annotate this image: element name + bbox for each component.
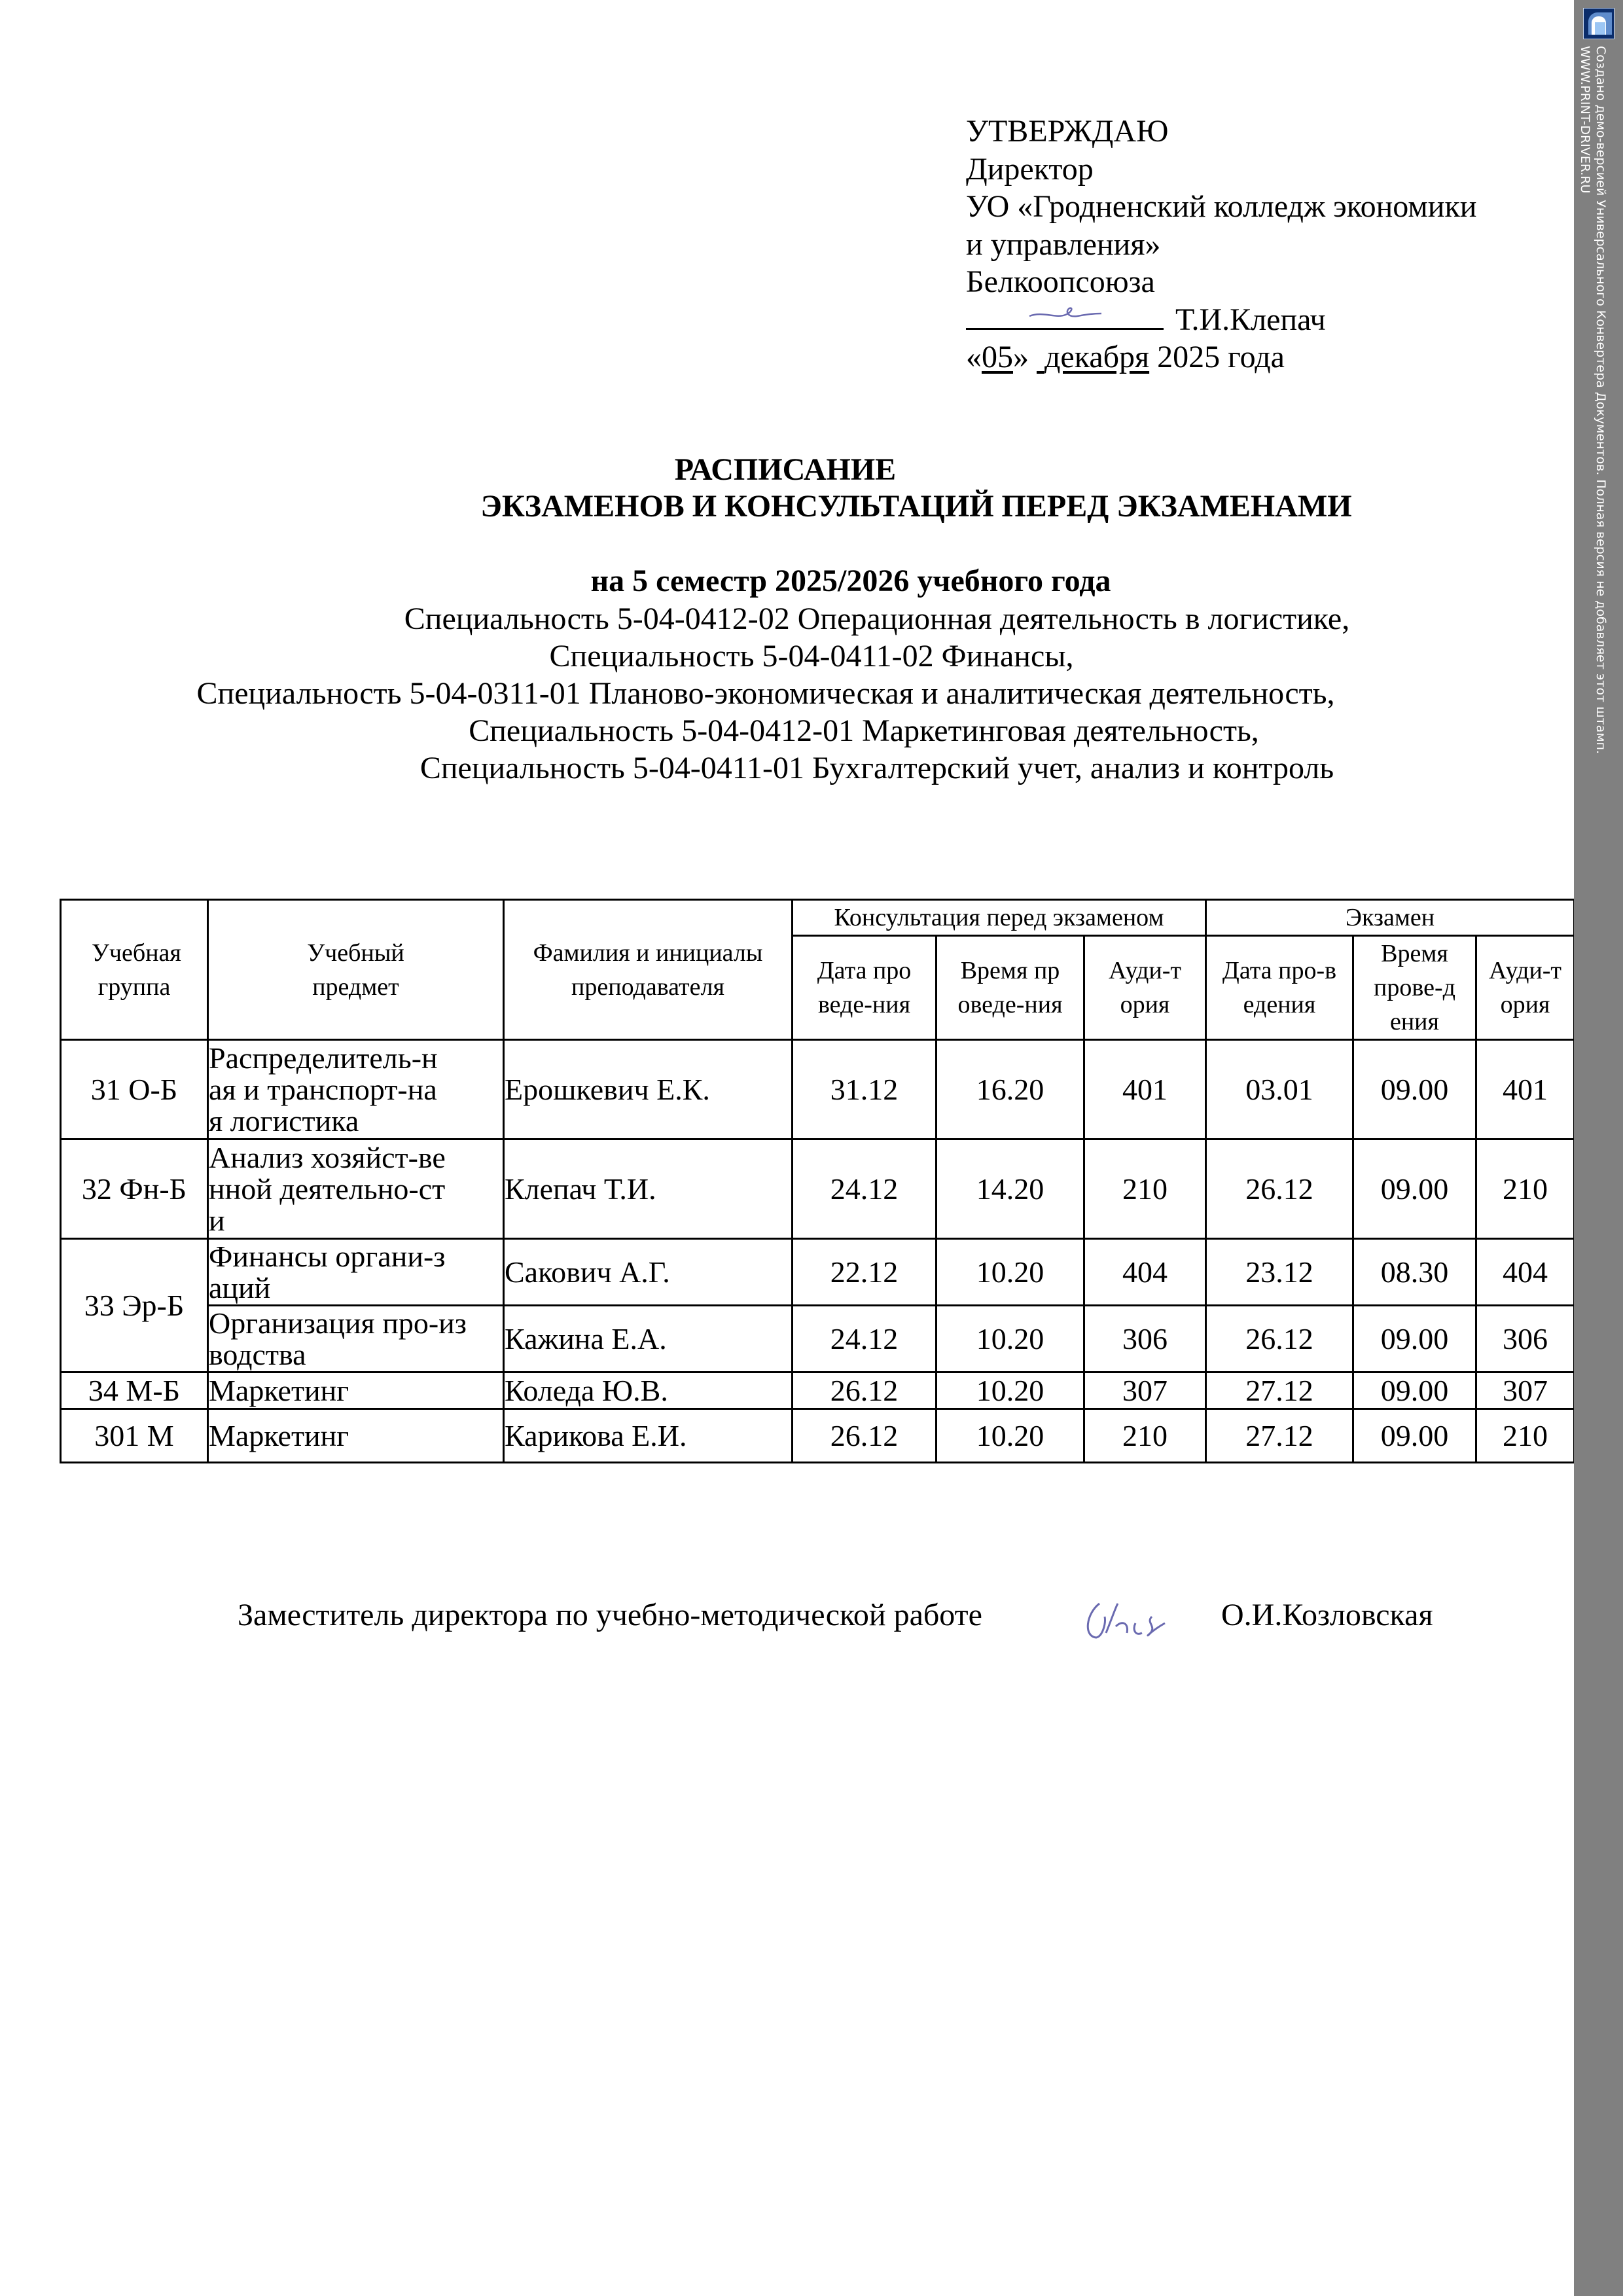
header-exam-time-text: Время прове-дения [1374,940,1455,1035]
cell-teacher: Коледа Ю.В. [504,1372,793,1409]
cell-subject: Маркетинг [208,1372,504,1409]
header-teacher-text: Фамилия и инициалы преподавателя [533,939,763,1001]
cell-subject [208,1306,504,1372]
cell-teacher: Ерошкевич Е.К. [504,1040,793,1139]
approval-org-line1: УО «Гродненский колледж экономики [966,189,1477,224]
cell-cons-time: 14.20 [936,1139,1084,1239]
cell-cons-room: 210 [1084,1139,1206,1239]
table-row [61,1239,1575,1306]
date-quote-open: « [966,340,982,374]
header-exam-room-text: Ауди-тория [1488,957,1562,1018]
cell-cons-date: 26.12 [793,1409,936,1463]
header-consultation: Консультация перед экзаменом [793,900,1206,936]
cell-exam-time: 09.00 [1353,1040,1476,1139]
subject-text: Анализ хозяйст-венной деятельно-сти [209,1140,446,1237]
schedule-table [60,899,1575,1463]
cell-exam-room: 210 [1476,1409,1575,1463]
approval-signature-line [966,301,1476,339]
approval-date-year: 2025 года [1157,340,1285,374]
cell-group: 34 М-Б [61,1372,208,1409]
cell-cons-date: 22.12 [793,1239,936,1306]
cell-exam-time: 08.30 [1353,1239,1476,1306]
cell-cons-room: 404 [1084,1239,1206,1306]
footer-position: Заместитель директора по учебно-методической работе [238,1598,982,1632]
header-group [61,900,208,1040]
approval-block [966,113,1476,376]
header-cons-time [936,936,1084,1040]
cell-exam-room: 401 [1476,1040,1575,1139]
approval-heading: УТВЕРЖДАЮ [966,114,1169,149]
header-exam-time [1353,936,1476,1040]
cell-teacher: Сакович А.Г. [504,1239,793,1306]
watermark-text: Создано демо-версией Универсального Конвертера Документов. Полная версия не добавляет этот штамп. [1594,46,1608,755]
cell-cons-time: 10.20 [936,1372,1084,1409]
cell-subject: Маркетинг [208,1409,504,1463]
table-row [61,1139,1575,1239]
specialty-4: Специальность 5-04-0412-01 Маркетинговая деятельность, [469,713,1259,748]
cell-cons-room: 401 [1084,1040,1206,1139]
cell-exam-room: 404 [1476,1239,1575,1306]
cell-subject [208,1239,504,1306]
table-row [61,1409,1575,1463]
cell-group: 33 Эр-Б [61,1239,208,1372]
specialty-1: Специальность 5-04-0412-02 Операционная деятельность в логистике, [404,601,1350,636]
cell-subject [208,1139,504,1239]
specialty-2: Специальность 5-04-0411-02 Финансы, [549,639,1074,673]
cell-exam-room: 210 [1476,1139,1575,1239]
table-row [61,1372,1575,1409]
cell-exam-time: 09.00 [1353,1372,1476,1409]
cell-cons-room: 307 [1084,1372,1206,1409]
cell-exam-date: 27.12 [1206,1409,1353,1463]
cell-cons-time: 10.20 [936,1409,1084,1463]
subject-text: Финансы органи-заций [209,1239,446,1304]
date-quote-close: » [1013,340,1029,374]
cell-group: 301 М [61,1409,208,1463]
watermark-text-area [1574,46,1623,755]
watermark-strip [1574,0,1623,2296]
header-cons-room [1084,936,1206,1040]
cell-exam-time: 09.00 [1353,1409,1476,1463]
cell-cons-time: 16.20 [936,1040,1084,1139]
cell-exam-date: 03.01 [1206,1040,1353,1139]
cell-group: 32 Фн-Б [61,1139,208,1239]
footer-name: О.И.Козловская [1221,1598,1433,1632]
cell-exam-date: 26.12 [1206,1139,1353,1239]
approval-position: Директор [966,151,1094,187]
table-row [61,1040,1575,1139]
cell-cons-time: 10.20 [936,1239,1084,1306]
header-cons-room-text: Ауди-тория [1108,957,1182,1018]
doc-subtitle: ЭКЗАМЕНОВ И КОНСУЛЬТАЦИЙ ПЕРЕД ЭКЗАМЕНАМИ [480,489,1352,524]
cell-exam-room: 306 [1476,1306,1575,1372]
header-group-text: Учебная группа [92,939,181,1001]
cell-cons-date: 31.12 [793,1040,936,1139]
cell-exam-time: 09.00 [1353,1139,1476,1239]
specialty-3: Специальность 5-04-0311-01 Планово-экономическая и аналитическая деятельность, [196,676,1335,711]
cell-exam-date: 23.12 [1206,1239,1353,1306]
header-teacher [504,900,793,1040]
cell-cons-date: 26.12 [793,1372,936,1409]
approval-date [966,338,1476,376]
header-exam: Экзамен [1206,900,1575,936]
month-text: декабря [1044,340,1150,374]
doc-semester: на 5 семестр 2025/2026 учебного года [590,564,1111,598]
table-row [61,1306,1575,1372]
approval-date-month [1037,340,1149,374]
header-exam-date-text: Дата про-ведения [1222,957,1337,1018]
approval-org-line3: Белкоопсоюза [966,264,1155,299]
subject-text: Организация про-изводства [209,1306,467,1371]
cell-exam-time: 09.00 [1353,1306,1476,1372]
header-cons-date-text: Дата проведе-ния [817,957,912,1018]
cell-exam-room: 307 [1476,1372,1575,1409]
cell-exam-date: 27.12 [1206,1372,1353,1409]
cell-teacher: Клепач Т.И. [504,1139,793,1239]
cell-cons-time: 10.20 [936,1306,1084,1372]
cell-group: 31 О-Б [61,1040,208,1139]
cell-subject [208,1040,504,1139]
specialty-5: Специальность 5-04-0411-01 Бухгалтерский учет, анализ и контроль [419,751,1334,785]
header-exam-date [1206,936,1353,1040]
header-subject [208,900,504,1040]
director-signature-icon [1026,303,1105,323]
signature-blank [966,302,1164,330]
doc-title: РАСПИСАНИЕ [674,452,897,487]
cell-cons-room: 306 [1084,1306,1206,1372]
header-row-1 [61,900,1575,936]
cell-teacher: Кажина Е.А. [504,1306,793,1372]
cell-exam-date: 26.12 [1206,1306,1353,1372]
approval-date-day: 05 [982,340,1013,374]
cell-cons-date: 24.12 [793,1139,936,1239]
header-cons-time-text: Время проведе-ния [957,957,1063,1018]
watermark-url: WWW.PRINT-DRIVER.RU [1578,46,1592,194]
cell-teacher: Карикова Е.И. [504,1409,793,1463]
converter-logo-icon [1583,8,1614,39]
deputy-signature-icon [1080,1597,1178,1649]
subject-text: Распределитель-ная и транспорт-ная логистика [209,1041,438,1138]
cell-cons-date: 24.12 [793,1306,936,1372]
cell-cons-room: 210 [1084,1409,1206,1463]
header-exam-room [1476,936,1575,1040]
approval-org-line2: и управления» [966,226,1161,262]
approval-signatory: Т.И.Клепач [1175,302,1326,337]
header-subject-text: Учебный предмет [307,939,404,1001]
header-cons-date [793,936,936,1040]
